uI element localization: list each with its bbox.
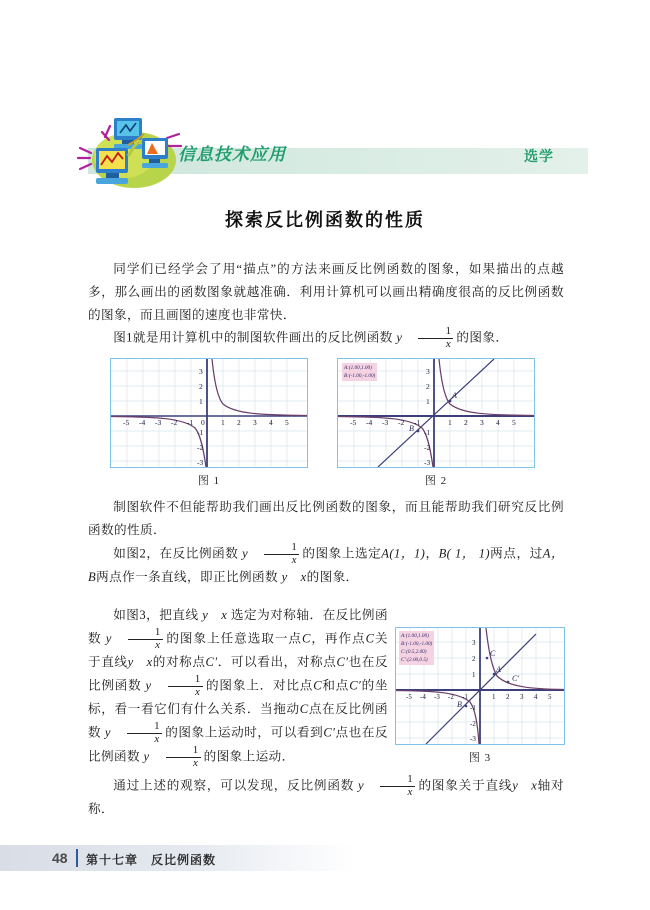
svg-text:-1: -1 (197, 428, 204, 437)
p5-point-cprime3: C′ (349, 678, 362, 693)
svg-text:4: 4 (269, 418, 273, 427)
p4-variable-y2: y (281, 570, 288, 585)
p5-variable-y2: y (105, 631, 112, 646)
svg-text:2: 2 (472, 655, 476, 663)
p4-variable-x: x (300, 570, 307, 585)
svg-text:-5: -5 (350, 418, 357, 427)
fraction-numerator: 1 (291, 541, 298, 553)
figure-3 (395, 627, 565, 745)
svg-text:-2: -2 (398, 418, 405, 427)
svg-text:-3: -3 (155, 418, 162, 427)
p5-text-b: 选定为对称轴．在反比例函数 (88, 608, 388, 646)
svg-text:-3: -3 (197, 458, 204, 467)
fraction-one-over-x (380, 774, 415, 798)
p4-text-d: 两点作一条直线，即正比例函数 (96, 570, 279, 585)
p4-variable-y: y (242, 546, 249, 561)
p5-text-l: 点在反比例函数 (88, 702, 388, 740)
computer-cluster-icon (72, 112, 190, 194)
svg-text:2: 2 (237, 418, 241, 427)
p6-variable-y: y (358, 778, 365, 793)
svg-text:-4: -4 (366, 418, 373, 427)
p5-variable-y5: y (104, 725, 111, 740)
footer-divider (76, 849, 78, 867)
p5-text-e: 关于直线 (88, 631, 388, 670)
svg-text:4: 4 (534, 693, 538, 701)
fraction-denominator: x (264, 554, 299, 567)
p4-text-a: 如图2，在反比例函数 (113, 546, 239, 561)
fraction-denominator: x (166, 757, 201, 770)
p5-point-c3: C (313, 678, 323, 693)
fraction-one-over-x (166, 745, 201, 769)
fraction-numerator: 1 (154, 626, 161, 638)
paragraph-figure1-ref (88, 326, 564, 350)
fraction-one-over-x (128, 627, 163, 651)
svg-text:2: 2 (506, 693, 510, 701)
figure-2-coordinate-box (342, 363, 377, 381)
svg-text:B: B (457, 700, 462, 709)
svg-text:-2: -2 (197, 443, 204, 452)
fraction-numerator: 1 (154, 720, 161, 733)
p5-text-k: 的坐标，看一看它们有什么关系．当拖动 (88, 678, 388, 717)
svg-text:A: A (496, 665, 501, 674)
svg-text:1: 1 (448, 418, 452, 427)
paragraph-intro-text: 同学们已经学会了用“描点”的方法来画反比例函数的图象，如果描出的点越多，那么画出的函数图象就越准确．利用计算机可以画出精确度很高的反比例函数的图象，而且画图的速度也非常快． (88, 262, 564, 322)
svg-text:1: 1 (426, 397, 430, 406)
p5-text-i: 的图象上．对比点 (205, 678, 314, 693)
svg-text:3: 3 (426, 367, 430, 376)
p2-post-text: 的图象． (456, 330, 509, 345)
svg-text:-2: -2 (448, 693, 454, 701)
p5-point-cprime4: C′ (323, 725, 336, 740)
svg-text:2: 2 (426, 382, 430, 391)
svg-text:3: 3 (480, 418, 484, 427)
p5-variable-y3: y (127, 655, 134, 670)
paragraph-conclusion (88, 774, 564, 821)
fraction-denominator: x (380, 786, 415, 799)
fraction-denominator: x (168, 686, 203, 699)
p6-variable-y2: y (512, 778, 519, 793)
svg-text:-2: -2 (424, 443, 431, 452)
svg-text:-3: -3 (424, 458, 431, 467)
svg-text:C: C (490, 649, 496, 658)
svg-text:1: 1 (221, 418, 225, 427)
figure-2-coord-A: A:(1.00,1.00) (344, 365, 372, 371)
svg-text:-5: -5 (123, 418, 130, 427)
svg-text:-1: -1 (414, 418, 421, 427)
figure-3-caption: 图 3 (468, 752, 492, 764)
p5-point-cprime2: C′ (336, 655, 349, 670)
fraction-one-over-x (127, 721, 162, 745)
footer-chapter-title: 第十七章 反比例函数 (86, 853, 217, 867)
p5-variable-x1: x (221, 608, 228, 622)
p5-text-h: 也在反比例函数 (88, 655, 388, 693)
p5-point-c1: C (301, 631, 311, 646)
svg-text:1: 1 (472, 671, 476, 679)
p5-variable-y4: y (145, 678, 152, 693)
p5-text-m: 的图象上运动时，可以看到 (165, 725, 324, 740)
p4-point-b: B( 1， 1) (438, 546, 490, 561)
p5-point-cprime1: C′ (205, 655, 218, 670)
p5-variable-y1: y (202, 608, 209, 622)
banner-tag-optional: 选学 (524, 148, 554, 164)
figure-1 (110, 358, 308, 468)
p5-variable-y6: y (143, 749, 150, 764)
figure-3-coord-B: B:(-1.00,-1.00) (401, 641, 433, 648)
svg-text:-2: -2 (171, 418, 178, 427)
svg-text:2: 2 (199, 382, 203, 391)
svg-text:A: A (452, 391, 457, 400)
svg-text:-3: -3 (470, 735, 476, 743)
svg-text:3: 3 (472, 639, 476, 647)
p5-variable-x2: x (146, 655, 153, 670)
p4-text-c: 两点，过 (490, 546, 543, 561)
fraction-numerator: 1 (407, 773, 414, 785)
svg-text:1: 1 (199, 397, 203, 406)
p6-text-b: 的图象关于直线 (418, 778, 513, 793)
svg-text:5: 5 (512, 418, 516, 427)
p5-text-d: ，再作点 (310, 631, 366, 646)
p4-separator: ， (425, 546, 439, 561)
paragraph-figure3-ref (88, 604, 388, 769)
p4-text-b: 的图象上选定 (302, 546, 382, 561)
p6-variable-x: x (531, 778, 538, 793)
svg-text:-3: -3 (382, 418, 389, 427)
svg-text:B: B (409, 424, 414, 433)
p6-text-a: 通过上述的观察，可以发现，反比例函数 (113, 778, 355, 793)
p2-variable-y: y (396, 330, 403, 345)
svg-text:2: 2 (464, 418, 468, 427)
svg-text:C′: C′ (512, 674, 520, 683)
page-title: 探索反比例函数的性质 (225, 210, 425, 230)
p5-point-c2: C (365, 631, 375, 646)
fraction-denominator: x (418, 338, 453, 351)
fraction-numerator: 1 (194, 673, 201, 686)
p5-text-o: 的图象上运动． (203, 749, 295, 764)
svg-text:1: 1 (492, 693, 496, 701)
svg-text:-1: -1 (470, 704, 476, 712)
figure-2-coord-B: B:(-1.00,-1.00) (344, 373, 376, 380)
p4-text-e: 的图象． (306, 570, 359, 585)
figure-3-coord-C: C:(0.5,2.00) (401, 649, 427, 656)
figure-3-coord-Cprime: C′:(2.00,0.5) (401, 657, 428, 664)
fraction-one-over-x (418, 326, 453, 350)
p5-text-g: ．可以看出，对称点 (217, 655, 337, 670)
svg-text:5: 5 (285, 418, 289, 427)
figure-3-coord-A: A:(1.00,1.00) (401, 633, 429, 639)
svg-text:-2: -2 (470, 720, 476, 728)
paragraph-software-text: 制图软件不但能帮助我们画出反比例函数的图象，而且能帮助我们研究反比例函数的性质． (88, 500, 564, 537)
footer-page-number: 48 (52, 850, 68, 866)
figure-1-caption: 图 1 (197, 475, 221, 487)
p5-text-j: 和点 (322, 678, 350, 693)
p5-point-c4: C (299, 702, 309, 717)
fraction-one-over-x (168, 674, 203, 698)
fraction-numerator: 1 (192, 744, 199, 757)
p4-points-ab: A，B (88, 546, 565, 585)
svg-text:3: 3 (253, 418, 257, 427)
paragraph-software (88, 496, 564, 542)
svg-text:4: 4 (496, 418, 500, 427)
svg-text:3: 3 (199, 367, 203, 376)
svg-text:-3: -3 (434, 693, 440, 701)
fraction-denominator: x (127, 733, 162, 746)
p6-text-c: 轴对称． (88, 778, 564, 817)
p5-text-f: 的对称点 (152, 655, 206, 670)
svg-text:-1: -1 (187, 418, 194, 427)
figure-2 (337, 358, 535, 468)
p5-text-c: 的图象上任意选取一点 (165, 631, 302, 646)
p5-text-n: 点也在反比例函数 (88, 725, 388, 764)
svg-text:-5: -5 (406, 693, 412, 701)
paragraph-figure2-ref (88, 542, 564, 589)
svg-text:5: 5 (548, 693, 552, 701)
fraction-denominator: x (128, 639, 163, 652)
svg-text:3: 3 (520, 693, 524, 701)
svg-text:-4: -4 (420, 693, 426, 701)
p4-point-a: A(1，1) (381, 546, 426, 561)
paragraph-intro (88, 258, 564, 327)
fraction-numerator: 1 (445, 325, 452, 337)
fraction-one-over-x (264, 542, 299, 566)
svg-text:-1: -1 (462, 693, 468, 701)
figure-3-coordinate-box (399, 631, 434, 665)
svg-text:-4: -4 (139, 418, 146, 427)
svg-text:-1: -1 (424, 428, 431, 437)
p2-pre-text: 图1就是用计算机中的制图软件画出的反比例函数 (113, 330, 393, 345)
figure-2-caption: 图 2 (424, 475, 448, 487)
svg-text:0: 0 (201, 418, 205, 427)
p5-text-a: 如图3，把直线 (113, 608, 199, 622)
banner-title: 信息技术应用 (178, 145, 286, 164)
